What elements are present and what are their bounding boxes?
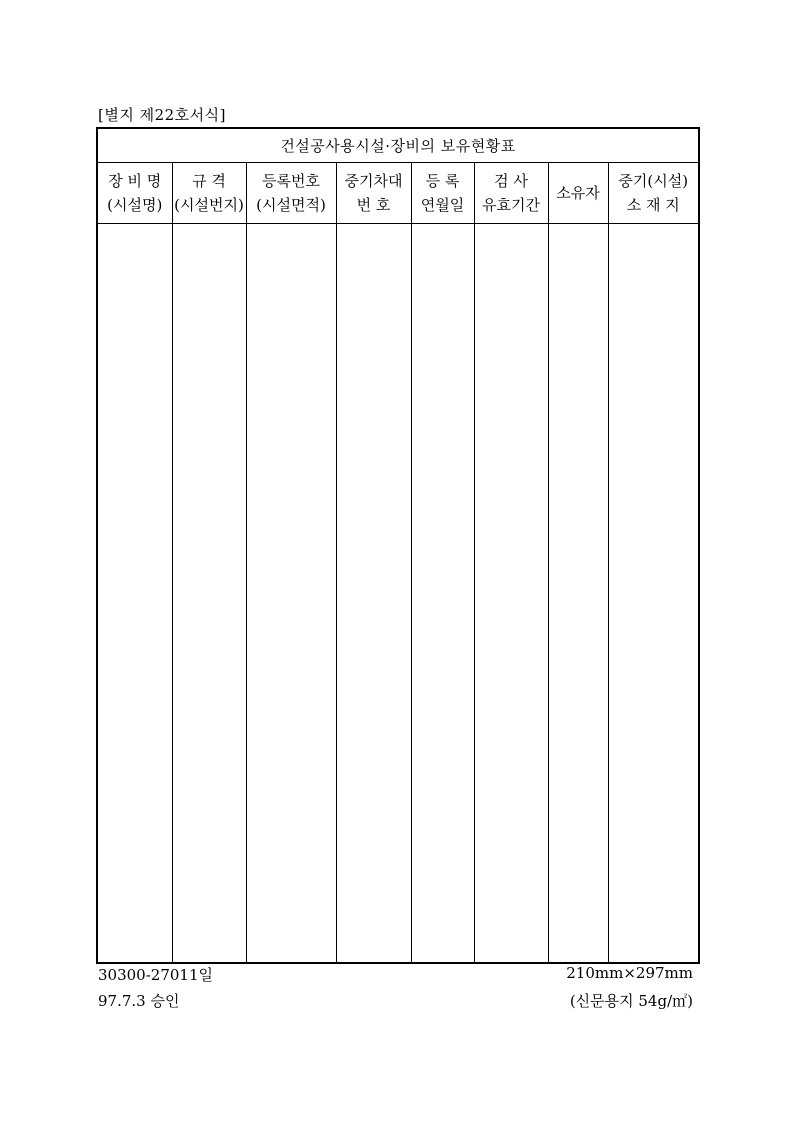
column-header-location [608, 163, 699, 224]
form-code: 30300-27011일 [98, 966, 213, 984]
approval-date: 97.7.3 승인 [98, 992, 180, 1010]
form-number-label: [별지 제22호서식] [98, 106, 226, 124]
header-line-2: (시설면적) [256, 196, 326, 214]
column-header-equipment-name [97, 163, 172, 224]
paper-type: (신문용지 54g/㎡) [569, 992, 693, 1010]
cell-equipment-name[interactable] [97, 224, 172, 964]
header-line-1: 중기(시설) [618, 172, 689, 190]
cell-registration-date[interactable] [411, 224, 474, 964]
header-line-2: 번 호 [356, 196, 391, 214]
header-line-2: 소 재 지 [626, 196, 680, 214]
cell-specification[interactable] [172, 224, 246, 964]
header-line-1: 등록번호 [262, 172, 320, 190]
column-header-inspection-validity [474, 163, 548, 224]
paper-size: 210mm×297mm [566, 964, 693, 982]
header-line-1: 검 사 [494, 172, 528, 190]
cell-registration-number[interactable] [246, 224, 336, 964]
header-line-1: 소유자 [556, 184, 600, 202]
table-title: 건설공사용시설·장비의 보유현황표 [97, 128, 699, 163]
header-line-1: 중기차대 [344, 172, 403, 190]
header-line-2: 연월일 [420, 196, 465, 214]
header-line-1: 장 비 명 [108, 172, 162, 190]
column-header-specification [172, 163, 246, 224]
header-line-1: 규 격 [192, 172, 226, 190]
header-line-2: (시설명) [107, 196, 163, 214]
column-header-registration-number [246, 163, 336, 224]
column-header-owner [548, 163, 608, 224]
header-line-1: 등 록 [425, 172, 460, 190]
cell-inspection-validity[interactable] [474, 224, 548, 964]
cell-location[interactable] [608, 224, 699, 964]
header-line-2: (시설번지) [174, 196, 244, 214]
equipment-status-table [96, 127, 700, 964]
column-header-chassis-number [336, 163, 411, 224]
cell-chassis-number[interactable] [336, 224, 411, 964]
header-line-2: 유효기간 [482, 196, 540, 214]
table-body-row [97, 224, 699, 964]
column-header-registration-date [411, 163, 474, 224]
cell-owner[interactable] [548, 224, 608, 964]
